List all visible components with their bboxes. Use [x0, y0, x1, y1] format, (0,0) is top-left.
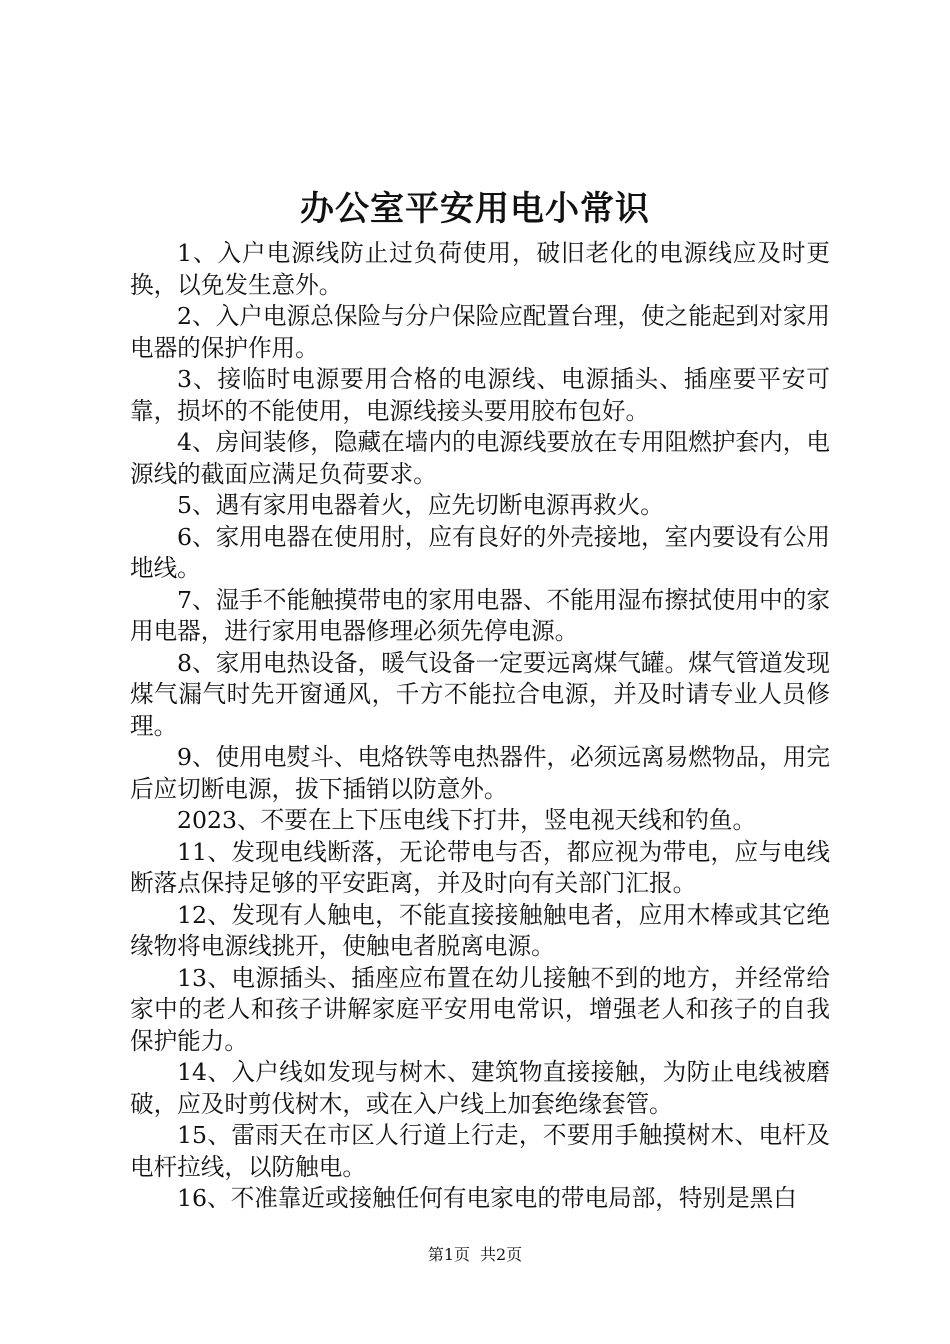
paragraph-4: 4、房间装修，隐藏在墙内的电源线要放在专用阻燃护套内，电源线的截面应满足负荷要求。 [130, 428, 830, 488]
paragraph-13: 13、电源插头、插座应布置在幼儿接触不到的地方，并经常给家中的老人和孩子讲解家庭平安用电常识，增强老人和孩子的自我保护能力。 [130, 963, 830, 1055]
page-number: 第1页 [427, 1245, 470, 1264]
paragraph-10: 2023、不要在上下压电线下打井，竖电视天线和钓鱼。 [177, 806, 757, 834]
paragraph-12: 12、发现有人触电，不能直接接触触电者，应用木棒或其它绝缘物将电源线挑开，使触电者脱离电源。 [130, 900, 830, 960]
paragraph-14: 14、入户线如发现与树木、建筑物直接接触，为防止电线被磨破，应及时剪伐树木，或在入户线上加套绝缘套管。 [130, 1058, 830, 1118]
paragraph-15: 15、雷雨天在市区人行道上行走，不要用手触摸树木、电杆及电杆拉线，以防触电。 [130, 1121, 830, 1181]
paragraph-1: 1、入户电源线防止过负荷使用，破旧老化的电源线应及时更换，以免发生意外。 [130, 239, 830, 299]
document-title: 办公室平安用电小常识 [300, 189, 650, 229]
paragraph-11: 11、发现电线断落，无论带电与否，都应视为带电，应与电线断落点保持足够的平安距离，并及时向有关部门汇报。 [130, 837, 830, 897]
page-footer [0, 1245, 950, 1265]
paragraph-9: 9、使用电熨斗、电烙铁等电热器件，必须远离易燃物品，用完后应切断电源，拔下插销以防意外。 [130, 743, 830, 803]
paragraph-3: 3、接临时电源要用合格的电源线、电源插头、插座要平安可靠，损坏的不能使用，电源线接头要用胶布包好。 [130, 365, 830, 425]
paragraph-5: 5、遇有家用电器着火，应先切断电源再救火。 [177, 491, 664, 519]
paragraph-7: 7、湿手不能触摸带电的家用电器、不能用湿布擦拭使用中的家用电器，进行家用电器修理必须先停电源。 [130, 585, 830, 645]
paragraph-8: 8、家用电热设备，暖气设备一定要远离煤气罐。煤气管道发现煤气漏气时先开窗通风，千方不能拉合电源，并及时请专业人员修理。 [130, 648, 830, 740]
page-total: 共2页 [480, 1245, 523, 1264]
document-body [130, 238, 830, 1215]
paragraph-2: 2、入户电源总保险与分户保险应配置台理，使之能起到对家用电器的保护作用。 [130, 302, 830, 362]
paragraph-16: 16、不准靠近或接触任何有电家电的带电局部，特别是黑白 [177, 1184, 797, 1212]
paragraph-6: 6、家用电器在使用肘，应有良好的外壳接地，室内要设有公用地线。 [130, 522, 830, 582]
